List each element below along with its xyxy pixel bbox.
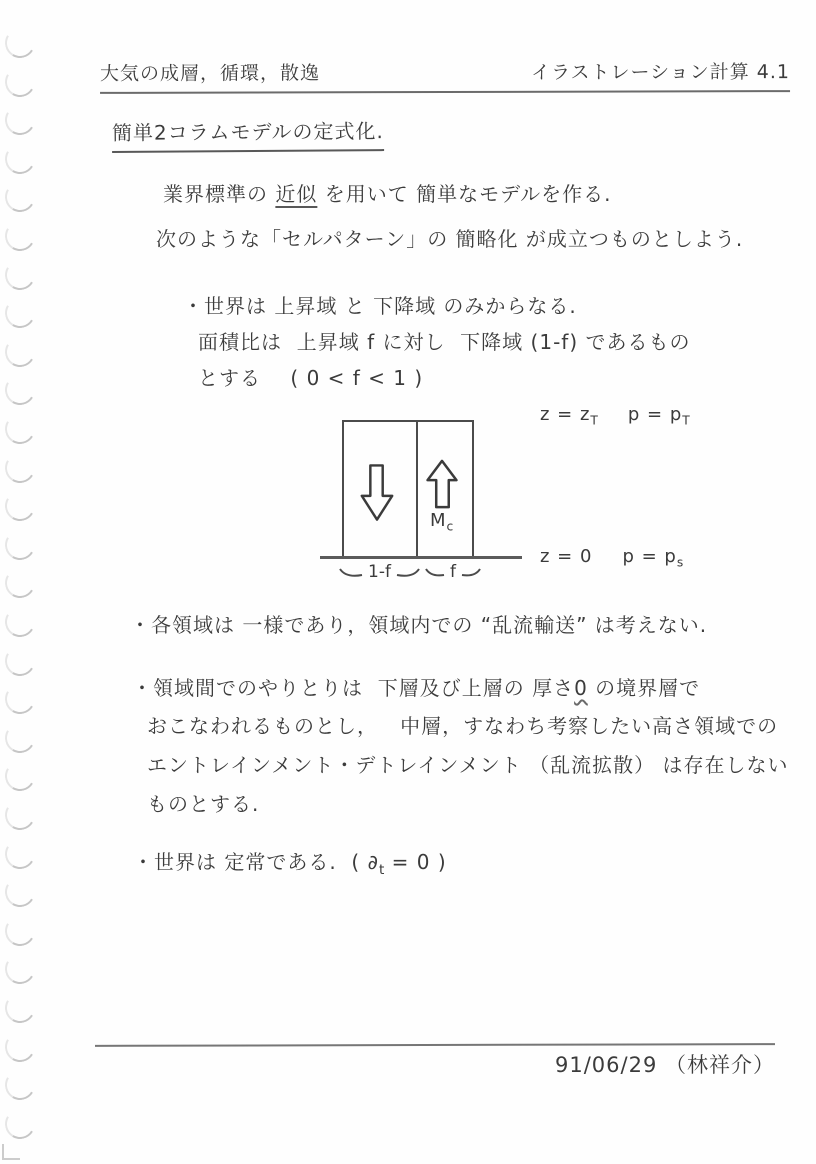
top-height-label: z = z: [540, 404, 591, 425]
page-header: [100, 57, 790, 94]
right-column-width-label: [424, 562, 482, 582]
ground-line: [320, 556, 522, 559]
spiral-hole: [2, 411, 38, 447]
intro-line-1-post: を用いて 簡単なモデルを作る.: [317, 182, 612, 206]
surface-pressure-subscript: s: [676, 555, 684, 570]
spiral-hole: [2, 527, 38, 563]
spiral-hole: [2, 372, 38, 408]
spiral-hole: [2, 25, 38, 61]
spiral-hole: [2, 141, 38, 177]
spiral-hole: [2, 488, 38, 524]
left-column-width-label: [338, 562, 421, 582]
date-author: 91/06/29 （林祥介）: [555, 1053, 775, 1077]
spiral-hole: [2, 758, 38, 794]
spiral-hole: [2, 102, 38, 138]
assumption-1-line-3: とする ( 0 < f < 1 ): [198, 366, 424, 390]
spiral-hole: [2, 295, 38, 331]
assumption-4: [133, 850, 447, 879]
spiral-hole: [2, 681, 38, 717]
spiral-hole: [2, 179, 38, 215]
assumption-4-post: = 0 ): [384, 850, 447, 874]
assumption-3-line-3: エントレインメント・デトレインメント （乱流拡散） は存在しない: [147, 753, 789, 777]
spiral-hole: [2, 720, 38, 756]
spiral-hole-rail: [0, 0, 44, 1164]
brace-curve-right-icon: [395, 565, 421, 579]
assumption-1-line-2: 面積比は 上昇域 f に対し 下降域 (1-f) であるもの: [198, 330, 691, 354]
top-boundary-label: [540, 404, 690, 429]
spiral-hole: [2, 604, 38, 640]
spiral-hole: [2, 874, 38, 910]
intro-line-1-pre: 業界標準の: [163, 182, 276, 206]
spiral-hole: [2, 565, 38, 601]
spiral-hole: [2, 951, 38, 987]
spiral-hole: [2, 449, 38, 485]
right-fraction-text: f: [450, 562, 456, 582]
convective-mass-flux-label: [430, 510, 453, 535]
surface-height-label: z = 0: [540, 546, 593, 567]
assumption-4-pre: ・世界は 定常である. ( ∂: [133, 850, 379, 874]
downdraft-arrow-icon: [358, 462, 396, 524]
spiral-hole: [2, 642, 38, 678]
spiral-hole: [2, 1028, 38, 1064]
assumption-3-line-4: ものとする.: [147, 792, 260, 816]
column-divider-line: [416, 420, 418, 557]
flux-subscript: c: [446, 519, 454, 534]
assumption-3-line-2: おこなわれるものとし， 中層，すなわち考察したい高さ領域での: [147, 714, 779, 738]
course-title: 大気の成層，循環，散逸: [99, 62, 321, 85]
page-corner-mark: [2, 1144, 20, 1160]
intro-line-2: 次のような「セルパターン」の 簡略化 が成立つものとしよう.: [156, 227, 744, 251]
assumption-3-line-1: [132, 676, 700, 701]
spiral-hole: [2, 1106, 38, 1142]
spiral-hole: [2, 63, 38, 99]
series-label: イラストレーション計算 4.1: [531, 61, 791, 84]
top-pressure-subscript: T: [682, 413, 690, 428]
spiral-hole: [2, 256, 38, 292]
surface-pressure-label: p = p: [622, 546, 677, 567]
assumption-1-line-1: ・世界は 上昇域 と 下降域 のみからなる.: [183, 294, 577, 318]
intro-line-1: [163, 182, 611, 207]
brace-curve-right-icon: [460, 565, 482, 579]
spiral-hole: [2, 1067, 38, 1103]
surface-boundary-label: [540, 546, 683, 571]
top-height-subscript: T: [590, 413, 598, 428]
spiral-hole: [2, 797, 38, 833]
spiral-hole: [2, 913, 38, 949]
brace-curve-left-icon: [424, 565, 446, 579]
intro-approximation-underlined: 近似: [275, 182, 318, 206]
updraft-arrow-icon: [424, 458, 460, 510]
left-fraction-text: 1-f: [368, 562, 391, 582]
flux-symbol: M: [430, 510, 447, 531]
brace-curve-left-icon: [338, 565, 364, 579]
assumption-3-line-1-pre: ・領域間でのやりとりは 下層及び上層の 厚さ: [132, 676, 575, 700]
zero-thickness-wavy: 0: [574, 676, 588, 700]
assumption-3-line-1-post: の境界層で: [587, 676, 701, 700]
spiral-hole: [2, 990, 38, 1026]
spiral-hole: [2, 218, 38, 254]
assumption-2: ・各領域は 一様であり，領域内での “乱流輸送” は考えない.: [130, 613, 708, 637]
top-pressure-label: p = p: [627, 404, 683, 425]
two-column-model-diagram: [300, 400, 780, 600]
footer-rule-line: [95, 1043, 775, 1047]
section-title: 簡単2コラムモデルの定式化.: [112, 119, 384, 153]
partial-time-subscript: t: [378, 862, 385, 878]
spiral-hole: [2, 334, 38, 370]
spiral-hole: [2, 835, 38, 871]
